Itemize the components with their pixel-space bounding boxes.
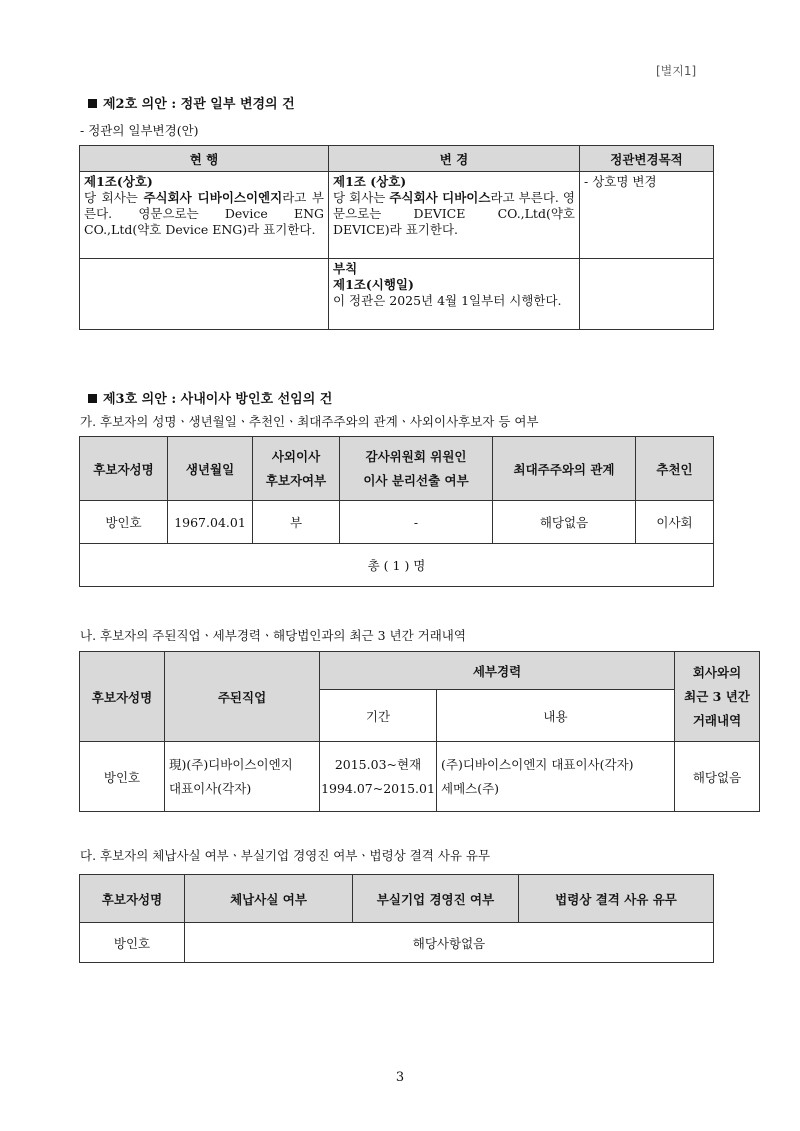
candidate-info-table xyxy=(79,436,714,587)
header-current: 현 행 xyxy=(80,146,329,172)
candidate-total: 총 ( 1 ) 명 xyxy=(80,544,714,587)
candidate-eligibility-table xyxy=(79,874,714,963)
audit-committee-status: - xyxy=(340,501,493,544)
current-article1-pre: 당 회사는 xyxy=(84,190,144,205)
career-period-line1: 2015.03~현재 xyxy=(334,756,422,772)
page-number: 3 xyxy=(395,1070,405,1085)
header-candidate-name: 후보자성명 xyxy=(80,437,168,501)
agenda3-title xyxy=(88,388,332,407)
header-trade-line2: 최근 3 년간 xyxy=(684,688,750,704)
supplementary-title: 부칙 xyxy=(333,261,358,276)
header-audit-line1: 감사위원회 위원인 xyxy=(365,448,467,464)
effective-date-text: 이 정관은 2025년 4월 1일부터 시행한다. xyxy=(333,293,562,308)
recommender: 이사회 xyxy=(636,501,714,544)
career-period xyxy=(320,742,437,812)
current-empty-cell xyxy=(80,259,329,330)
candidate-career-table xyxy=(79,651,760,812)
header-main-job: 주된직업 xyxy=(165,652,320,742)
purpose-empty-cell xyxy=(580,259,714,330)
section-da-heading: 다. 후보자의 체납사실 여부ㆍ부실기업 경영진 여부ㆍ법령상 결격 사유 유무 xyxy=(80,848,491,863)
section-na-heading: 나. 후보자의 주된직업ㆍ세부경력ㆍ해당법인과의 최근 3 년간 거래내역 xyxy=(80,628,466,643)
major-shareholder-relation: 해당없음 xyxy=(493,501,636,544)
square-bullet-icon xyxy=(88,99,97,108)
section-ga-heading: 가. 후보자의 성명ㆍ생년월일ㆍ추천인ㆍ최대주주와의 관계ㆍ사외이사후보자 등 여부 xyxy=(80,414,539,429)
header-changed: 변 경 xyxy=(329,146,580,172)
header-tax-delinquency: 체납사실 여부 xyxy=(185,875,353,923)
changed-supplementary xyxy=(329,259,580,330)
transactions-value: 해당없음 xyxy=(675,742,760,812)
career-content-line2: 세메스(주) xyxy=(441,780,500,796)
career-content-line1: (주)디바이스이엔지 대표이사(각자) xyxy=(441,756,634,772)
current-article1-title: 제1조(상호) xyxy=(84,174,153,189)
current-article1-post: 라고 부른다. 영문으로는 Device ENG CO.,Ltd(약호 Device ENG)라 표기한다. xyxy=(84,190,325,237)
header-recommender: 추천인 xyxy=(636,437,714,501)
header-audit-committee xyxy=(340,437,493,501)
annex-label: [별지1] xyxy=(656,64,697,78)
header-outside-line1: 사외이사 xyxy=(271,448,321,464)
header-trade-line3: 거래내역 xyxy=(692,712,742,728)
header-trade-line1: 회사와의 xyxy=(692,664,742,680)
current-article1 xyxy=(80,172,329,259)
header-detailed-career: 세부경력 xyxy=(320,652,675,690)
header-content: 내용 xyxy=(437,690,675,742)
main-job-line1: 現)(주)디바이스이엔지 xyxy=(169,756,293,772)
agenda2-title xyxy=(88,93,295,112)
header-outside-line2: 후보자여부 xyxy=(265,472,327,488)
changed-article1 xyxy=(329,172,580,259)
header-legal-disqualification: 법령상 결격 사유 유무 xyxy=(519,875,714,923)
purpose-cell: - 상호명 변경 xyxy=(580,172,714,259)
career-period-line2: 1994.07~2015.01 xyxy=(321,780,435,796)
header-outside-director xyxy=(253,437,340,501)
agenda3-title-text: 제3호 의안 : 사내이사 방인호 선임의 건 xyxy=(103,392,333,407)
header-candidate-name: 후보자성명 xyxy=(80,875,185,923)
square-bullet-icon xyxy=(88,394,97,403)
effective-date-title: 제1조(시행일) xyxy=(333,277,414,292)
header-birth-date: 생년월일 xyxy=(168,437,253,501)
agenda2-subtitle: - 정관의 일부변경(안) xyxy=(80,123,199,138)
candidate-name: 방인호 xyxy=(80,742,165,812)
changed-article1-title: 제1조 (상호) xyxy=(333,174,407,189)
header-transactions xyxy=(675,652,760,742)
changed-article1-pre: 당 회사는 xyxy=(333,190,390,205)
eligibility-value: 해당사항없음 xyxy=(185,923,714,963)
header-period: 기간 xyxy=(320,690,437,742)
current-company-name: 주식회사 디바이스이엔지 xyxy=(143,190,283,205)
changed-company-name: 주식회사 디바이스 xyxy=(389,190,491,205)
agenda2-title-text: 제2호 의안 : 정관 일부 변경의 건 xyxy=(103,97,295,112)
main-job xyxy=(165,742,320,812)
candidate-name: 방인호 xyxy=(80,501,168,544)
header-major-shareholder-relation: 최대주주와의 관계 xyxy=(493,437,636,501)
header-audit-line2: 이사 분리선출 여부 xyxy=(363,472,469,488)
birth-date: 1967.04.01 xyxy=(168,501,253,544)
header-purpose: 정관변경목적 xyxy=(580,146,714,172)
header-candidate-name: 후보자성명 xyxy=(80,652,165,742)
candidate-name: 방인호 xyxy=(80,923,185,963)
main-job-line2: 대표이사(각자) xyxy=(169,780,252,796)
changed-article1-post: 라고 부른다. 영문으로는 DEVICE CO.,Ltd(약호 DEVICE)라 표기한다. xyxy=(333,190,576,237)
header-insolvent-management: 부실기업 경영진 여부 xyxy=(353,875,519,923)
career-content xyxy=(437,742,675,812)
articles-amendment-table xyxy=(79,145,714,330)
outside-director-status: 부 xyxy=(253,501,340,544)
